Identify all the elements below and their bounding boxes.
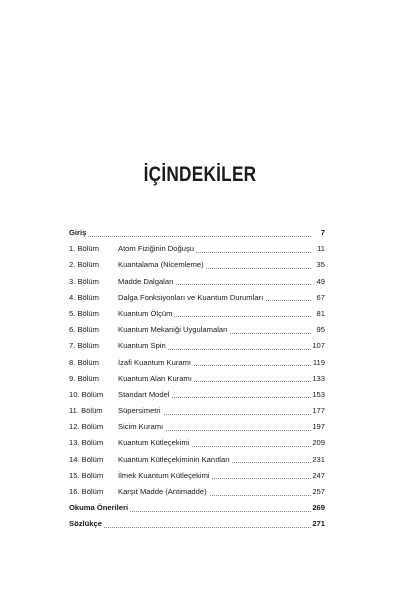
toc-entry-title: Standart Model	[118, 389, 170, 399]
dot-leader	[69, 527, 311, 528]
toc-entry	[69, 452, 325, 468]
dot-leader	[69, 236, 311, 237]
toc-page-number: 271	[312, 519, 325, 529]
toc-chapter-number: 9. Bölüm	[69, 373, 99, 383]
toc-page-number: 247	[312, 470, 325, 480]
toc-entry-title: Karşıt Madde (Antimadde)	[118, 487, 207, 496]
toc-page-number: 257	[312, 487, 325, 496]
toc-entry-title: Sicim Kuramı	[118, 422, 164, 432]
toc-entry	[69, 290, 325, 306]
toc-entry	[69, 371, 325, 387]
toc-entry	[69, 322, 325, 338]
toc-chapter-number: 8. Bölüm	[69, 357, 99, 367]
toc-chapter-number: 16. Bölüm	[69, 487, 104, 496]
toc-entry	[69, 516, 325, 532]
toc-chapter-number: 12. Bölüm	[69, 422, 104, 432]
toc-page-number: 177	[312, 406, 325, 416]
toc-chapter-number: 2. Bölüm	[69, 260, 99, 270]
toc-page-number: 67	[316, 292, 325, 302]
toc-page-number: 197	[312, 422, 325, 432]
toc-chapter-number: 1. Bölüm	[69, 244, 99, 254]
toc-entry-title: Kuantum Ölçüm	[118, 308, 173, 318]
toc-chapter-number: 4. Bölüm	[69, 292, 99, 302]
toc-page-number: 133	[312, 373, 325, 383]
toc-entry	[69, 225, 325, 241]
toc-page-number: 209	[312, 438, 325, 448]
toc-entry	[69, 403, 325, 419]
toc-chapter-number: 14. Bölüm	[69, 454, 104, 464]
toc-entry	[69, 274, 325, 290]
toc-entry	[69, 468, 325, 484]
toc-entry	[69, 484, 325, 500]
toc-chapter-number: 11. Bölüm	[69, 406, 103, 416]
toc-entry-title: Kuantum Kütleçekiminin Kanıtları	[118, 454, 230, 464]
toc-entry-title: Atom Fiziğinin Doğuşu	[118, 244, 194, 254]
toc-entry	[69, 241, 325, 257]
toc-chapter-number: 6. Bölüm	[69, 325, 99, 335]
toc-page-number: 49	[316, 276, 325, 286]
toc-chapter-number: 13. Bölüm	[69, 438, 104, 448]
toc-entry-title: Kuantum Spin	[118, 341, 166, 351]
toc-entry-title: İlmek Kuantum Kütleçekimi	[118, 470, 210, 480]
toc-entry-title: Kuantum Alan Kuramı	[118, 373, 192, 383]
toc-page-number: 269	[312, 503, 325, 513]
toc-entry	[69, 500, 325, 516]
toc-entry-title: Giriş	[69, 228, 87, 237]
toc-chapter-number: 7. Bölüm	[69, 341, 99, 351]
toc-page-number: 95	[316, 325, 325, 335]
toc-page-number: 81	[316, 308, 325, 318]
toc-entry	[69, 435, 325, 451]
toc-entry-title: Sözlükçe	[69, 519, 102, 529]
toc-chapter-number: 5. Bölüm	[69, 308, 99, 318]
toc-page-number: 11	[317, 244, 325, 254]
toc-entry-title: İzafi Kuantum Kuramı	[118, 357, 192, 367]
toc-entry-title: Kuantum Kütleçekimi	[118, 438, 190, 448]
toc-entry-title: Madde Dalgaları	[118, 276, 174, 286]
toc-entry	[69, 387, 325, 403]
toc-entry	[69, 257, 325, 273]
toc-entry-title: Okuma Önerileri	[69, 503, 129, 513]
toc-page-number: 107	[312, 341, 325, 351]
toc-chapter-number: 10. Bölüm	[69, 389, 104, 399]
toc-entry-title: Kuantalama (Nicemleme)	[118, 260, 204, 270]
toc-page-number: 35	[316, 260, 325, 270]
toc-page-number: 119	[312, 357, 325, 367]
toc-entry-title: Dalga Fonksiyonları ve Kuantum Durumları	[118, 292, 264, 302]
toc-page-number: 153	[312, 389, 325, 399]
toc-entry	[69, 338, 325, 354]
toc-page-number: 231	[312, 454, 325, 464]
toc-entry	[69, 419, 325, 435]
toc-entry	[69, 355, 325, 371]
toc-entry-title: Kuantum Mekaniği Uygulamaları	[118, 325, 228, 335]
toc-entry-title: Süpersimetri	[118, 406, 161, 416]
toc-chapter-number: 3. Bölüm	[69, 276, 99, 286]
toc-page-number: 7	[320, 228, 325, 237]
page-title: İÇİNDEKİLER	[143, 163, 257, 186]
toc-chapter-number: 15. Bölüm	[69, 470, 104, 480]
toc-entry	[69, 306, 325, 322]
table-of-contents	[69, 225, 325, 533]
